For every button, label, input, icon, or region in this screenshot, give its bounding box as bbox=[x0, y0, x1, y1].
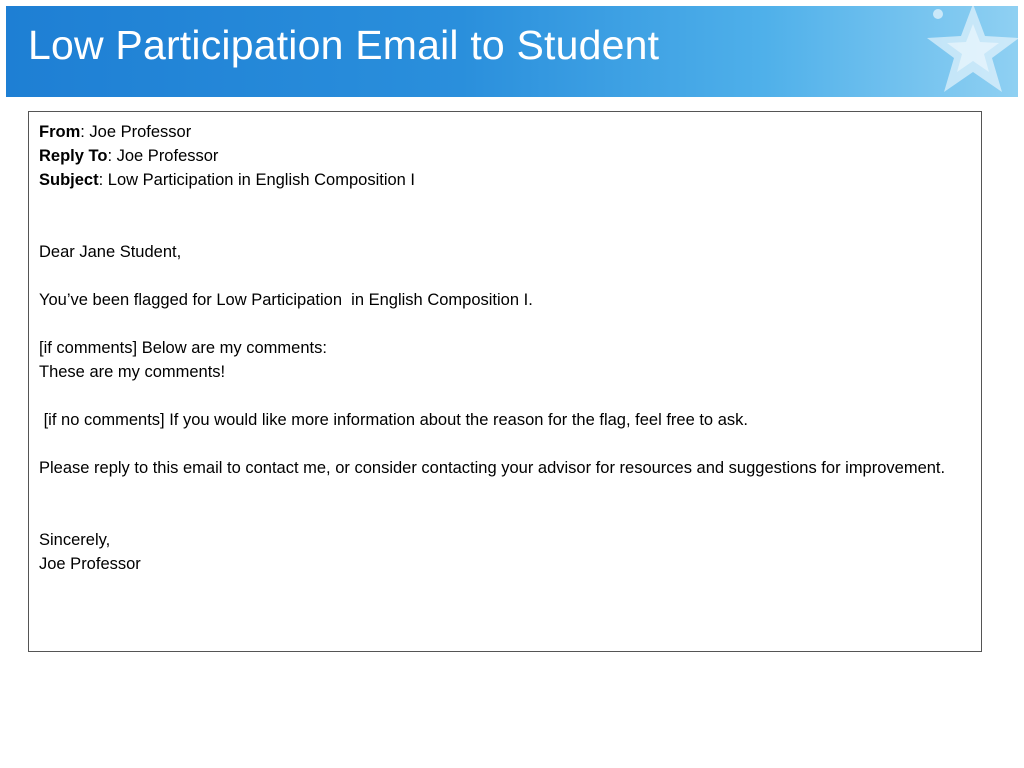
from-line bbox=[39, 120, 971, 144]
reply-request: Please reply to this email to contact me, or consider contacting your advisor for resources and suggestions for improvement. bbox=[39, 459, 946, 477]
reply-to-value: : Joe Professor bbox=[107, 147, 219, 165]
flag-notice: You’ve been flagged for Low Participation in English Composition I. bbox=[39, 291, 533, 309]
from-label: From bbox=[39, 123, 81, 141]
subject-value: : Low Participation in English Composition I bbox=[98, 171, 416, 189]
title-banner bbox=[6, 6, 1018, 97]
subject-label: Subject bbox=[39, 171, 99, 189]
reply-to-line bbox=[39, 144, 971, 168]
star-icon bbox=[918, 6, 1018, 97]
comments-text: These are my comments! bbox=[39, 363, 226, 381]
signature: Joe Professor bbox=[39, 555, 141, 573]
email-body-box bbox=[28, 111, 982, 652]
reply-to-label: Reply To bbox=[39, 147, 108, 165]
from-value: : Joe Professor bbox=[80, 123, 192, 141]
comments-intro: [if comments] Below are my comments: bbox=[39, 339, 327, 357]
greeting: Dear Jane Student, bbox=[39, 243, 182, 261]
closing: Sincerely, bbox=[39, 531, 111, 549]
slide-title: Low Participation Email to Student bbox=[28, 22, 660, 68]
subject-line bbox=[39, 168, 971, 192]
no-comments-text: [if no comments] If you would like more information about the reason for the flag, feel free to ask. bbox=[39, 411, 748, 429]
